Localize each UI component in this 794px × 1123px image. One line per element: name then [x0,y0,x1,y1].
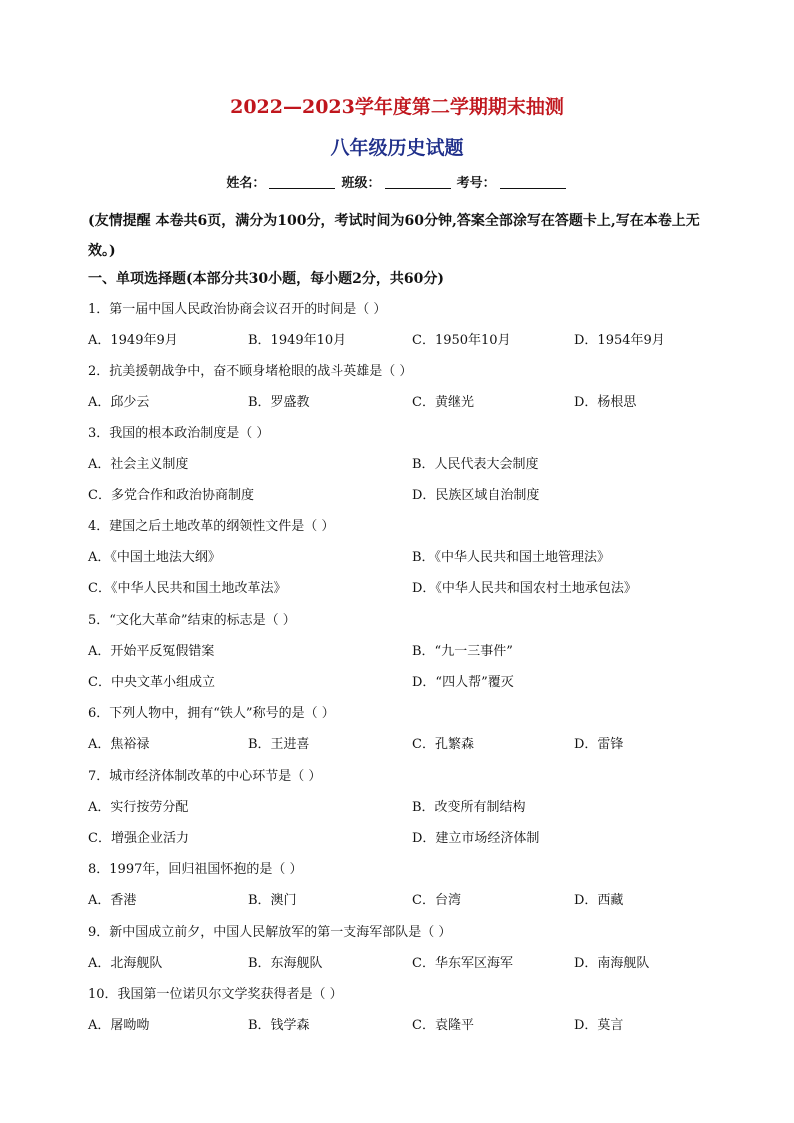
question-options [88,797,708,819]
option-c: C．增强企业活力 [88,831,189,846]
option-b: B．改变所有制结构 [412,800,526,815]
question-stem: 4．建国之后土地改革的纲领性文件是（ ） [88,519,335,534]
question-stem: 2．抗美援朝战争中，奋不顾身堵枪眼的战斗英雄是（ ） [88,364,413,379]
option-c: C．黄继光 [412,395,474,410]
exam-title: 2022—2023学年度第二学期期末抽测 [230,96,564,118]
exam-subtitle: 八年级历史试题 [330,137,464,159]
question-options [88,1015,708,1037]
option-c: C．孔繁森 [412,737,474,752]
option-b: B．澳门 [248,893,297,908]
class-label: 班级： [341,176,381,191]
name-blank [269,174,335,189]
question-options [88,578,708,600]
question-options [88,485,708,507]
option-d: D．雷锋 [574,737,624,752]
option-c: C．袁隆平 [412,1018,474,1033]
exam-notice: (友情提醒 本卷共6页，满分为100分，考试时间为60分钟,答案全部涂写在答题卡上,写在本卷上无效。) [88,213,700,259]
question-options [88,454,708,476]
question-options [88,330,708,352]
option-d: D．莫言 [574,1018,624,1033]
option-d: D．杨根思 [574,395,637,410]
question-stem: 10．我国第一位诺贝尔文学奖获得者是（ ） [88,987,343,1002]
option-d: D．南海舰队 [574,956,650,971]
option-b: B．“九一三事件” [412,644,513,659]
option-a: A．实行按劳分配 [88,800,189,815]
option-a: A．香港 [88,893,137,908]
question-stem: 3．我国的根本政治制度是（ ） [88,426,270,441]
option-a: A．《中国土地法大纲》 [88,550,221,565]
class-blank [385,174,451,189]
option-a: A．焦裕禄 [88,737,150,752]
name-label: 姓名： [226,176,266,191]
question-stem: 5．“文化大革命”结束的标志是（ ） [88,613,296,628]
question-stem: 8．1997年，回归祖国怀抱的是（ ） [88,862,303,877]
option-a: A．邱少云 [88,395,150,410]
option-a: A．北海舰队 [88,956,163,971]
option-b: B．钱学森 [248,1018,310,1033]
question-options [88,828,708,850]
option-c: C．《中华人民共和国土地改革法》 [88,581,287,596]
option-c: C．多党合作和政治协商制度 [88,488,254,503]
option-b: B．人民代表大会制度 [412,457,539,472]
question-stem: 9．新中国成立前夕，中国人民解放军的第一支海军部队是（ ） [88,925,452,940]
question-stem: 6．下列人物中，拥有“铁人”称号的是（ ） [88,706,335,721]
question-options [88,672,708,694]
option-d: D．“四人帮”覆灭 [412,675,514,690]
option-b: B．罗盛教 [248,395,310,410]
option-d: D．《中华人民共和国农村土地承包法》 [412,581,637,596]
question-options [88,734,708,756]
option-c: C．台湾 [412,893,461,908]
student-info-line [0,174,794,194]
question-stem: 1．第一届中国人民政治协商会议召开的时间是（ ） [88,302,387,317]
question-options [88,890,708,912]
question-options [88,547,708,569]
exam-no-label: 考号： [456,176,496,191]
option-a: A．屠呦呦 [88,1018,150,1033]
option-b: B．《中华人民共和国土地管理法》 [412,550,611,565]
option-a: A．社会主义制度 [88,457,189,472]
option-a: A．1949年9月 [88,333,178,348]
option-d: D．建立市场经济体制 [412,831,540,846]
option-c: C．1950年10月 [412,333,511,348]
question-options [88,392,708,414]
option-c: C．华东军区海军 [412,956,513,971]
option-d: D．民族区域自治制度 [412,488,540,503]
question-options [88,641,708,663]
section-header: 一、单项选择题(本部分共30小题，每小题2分，共60分) [88,271,444,287]
option-b: B．东海舰队 [248,956,323,971]
option-d: D．1954年9月 [574,333,665,348]
option-b: B．王进喜 [248,737,310,752]
question-stem: 7．城市经济体制改革的中心环节是（ ） [88,769,322,784]
option-c: C．中央文革小组成立 [88,675,215,690]
option-d: D．西藏 [574,893,624,908]
option-a: A．开始平反冤假错案 [88,644,215,659]
exam-no-blank [500,174,566,189]
question-options [88,953,708,975]
option-b: B．1949年10月 [248,333,347,348]
